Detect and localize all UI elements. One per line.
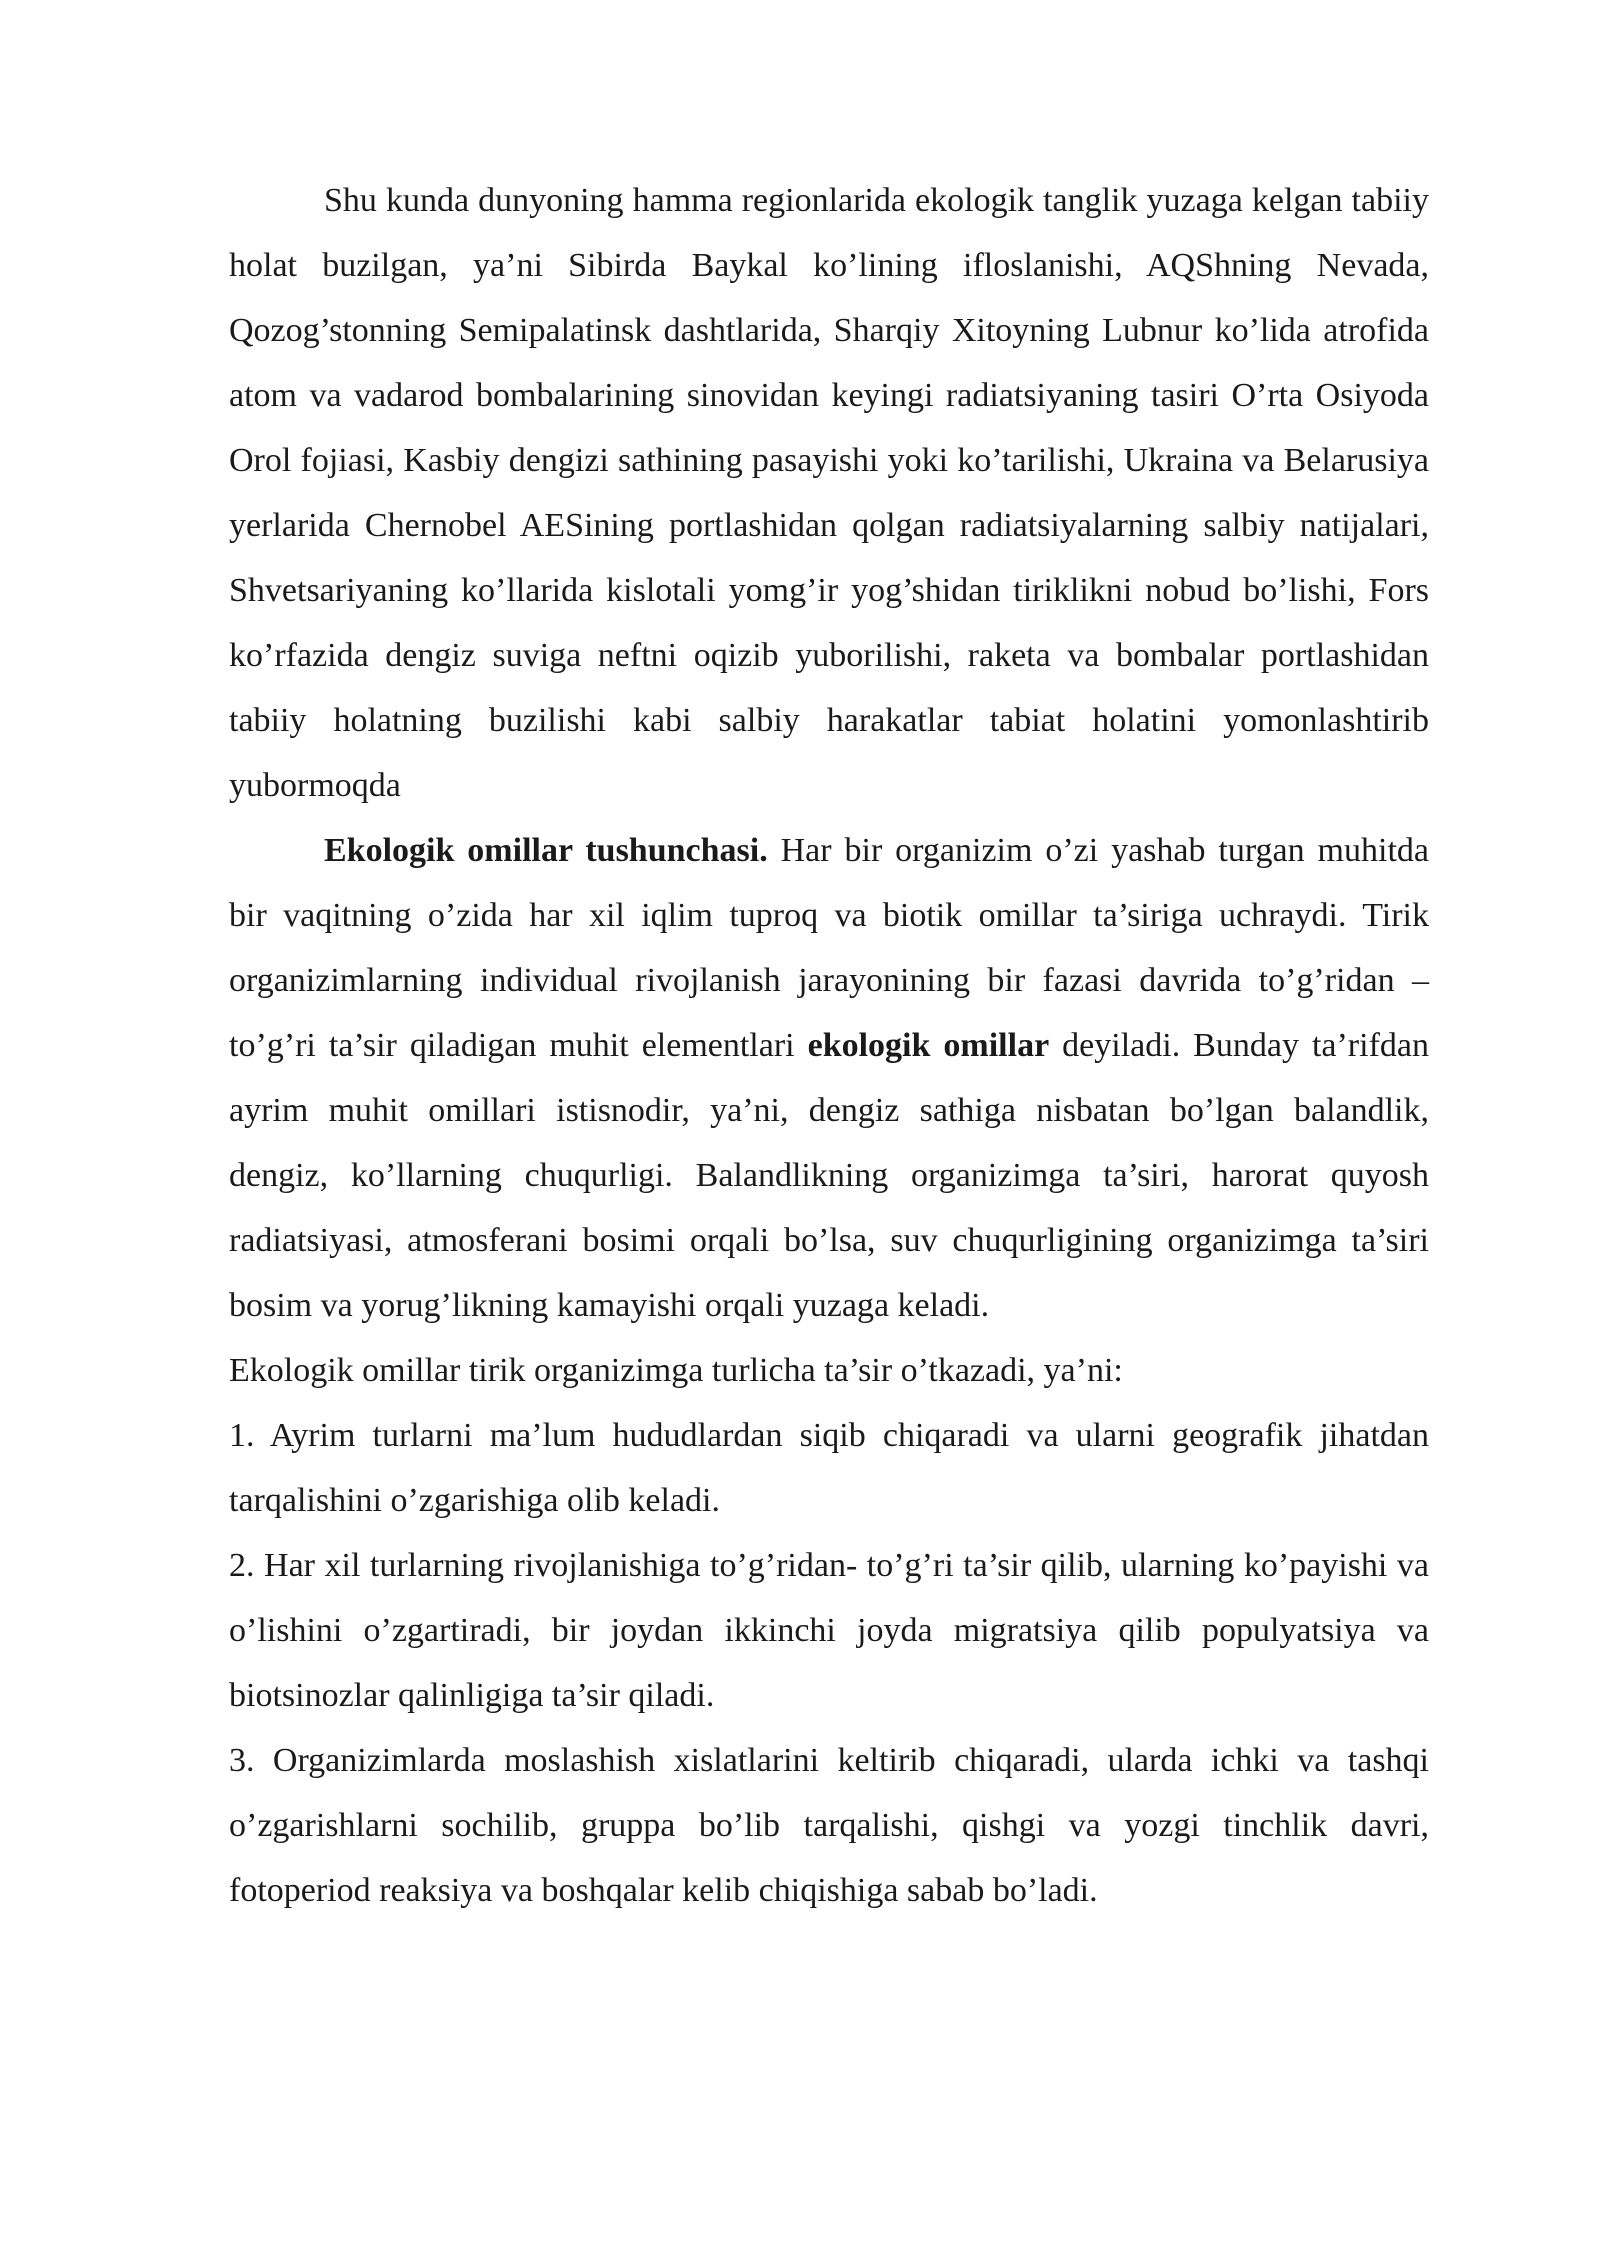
paragraph-text: Har bir organizim o’zi yashab turgan muhitda bir vaqitning o’zida har xil iqlim tuproq va biotik omillar ta’siriga uchraydi. Tirik organizimlarning individual rivojlanish jarayonining bir fazasi davrida to’g’ridan –to’g’ri ta’sir qiladigan muhit elementlari xyxy=(229,832,1429,1064)
list-item: 2. Har xil turlarning rivojlanishiga to’g’ridan- to’g’ri ta’sir qilib, ularning ko’payishi va o’lishini o’zgartiradi, bir joydan ikkinchi joyda migratsiya qilib populyatsiya va biotsinozlar qalinligiga ta’sir qiladi. xyxy=(229,1547,1429,1714)
document-body xyxy=(229,168,1429,1923)
paragraph-ecological-factors xyxy=(229,818,1429,1338)
paragraph-text: deyiladi. Bunday ta’rifdan ayrim muhit omillari istisnodir, ya’ni, dengiz sathiga nisbatan bo’lgan balandlik, dengiz, ko’llarning chuqurligi. Balandlikning organizimga ta’siri, harorat quyosh radiatsiyasi, atmosferani bosimi orqali bo’lsa, suv chuqurligining organizimga ta’siri bosim va yorug’likning kamayishi orqali yuzaga keladi. xyxy=(229,1027,1429,1324)
paragraph-ecological-crisis: Shu kunda dunyoning hamma regionlarida ekologik tanglik yuzaga kelgan tabiiy holat buzilgan, ya’ni Sibirda Baykal ko’lining ifloslanishi, AQShning Nevada, Qozog’stonning Semipalatinsk dashtlarida, Sharqiy Xitoyning Lubnur ko’lida atrofida atom va vadarod bombalarining sinovidan keyingi radiatsiyaning tasiri O’rta Osiyoda Orol fojiasi, Kasbiy dengizi sathining pasayishi yoki ko’tarilishi, Ukraina va Belarusiya yerlarida Chernobel AESining portlashidan qolgan radiatsiyalarning salbiy natijalari, Shvetsariyaning ko’llarida kislotali yomg’ir yog’shidan tiriklikni nobud bo’lishi, Fors ko’rfazida dengiz suviga neftni oqizib yuborilishi, raketa va bombalar portlashidan tabiiy holatning buzilishi kabi salbiy harakatlar tabiat holatini yomonlashtirib yubormoqda xyxy=(229,182,1429,804)
list-item: 3. Organizimlarda moslashish xislatlarini keltirib chiqaradi, ularda ichki va tashqi o’zgarishlarni sochilib, gruppa bo’lib tarqalishi, qishgi va yozgi tinchlik davri, fotoperiod reaksiya va boshqalar kelib chiqishiga sabab bo’ladi. xyxy=(229,1742,1429,1909)
list-item: 1. Ayrim turlarni ma’lum hududlardan siqib chiqaradi va ularni geografik jihatdan tarqalishini o’zgarishiga olib keladi. xyxy=(229,1417,1429,1519)
list-intro: Ekologik omillar tirik organizimga turlicha ta’sir o’tkazadi, ya’ni: xyxy=(229,1352,1123,1389)
defined-term: ekologik omillar xyxy=(807,1027,1050,1064)
section-heading: Ekologik omillar tushunchasi. xyxy=(324,832,768,869)
